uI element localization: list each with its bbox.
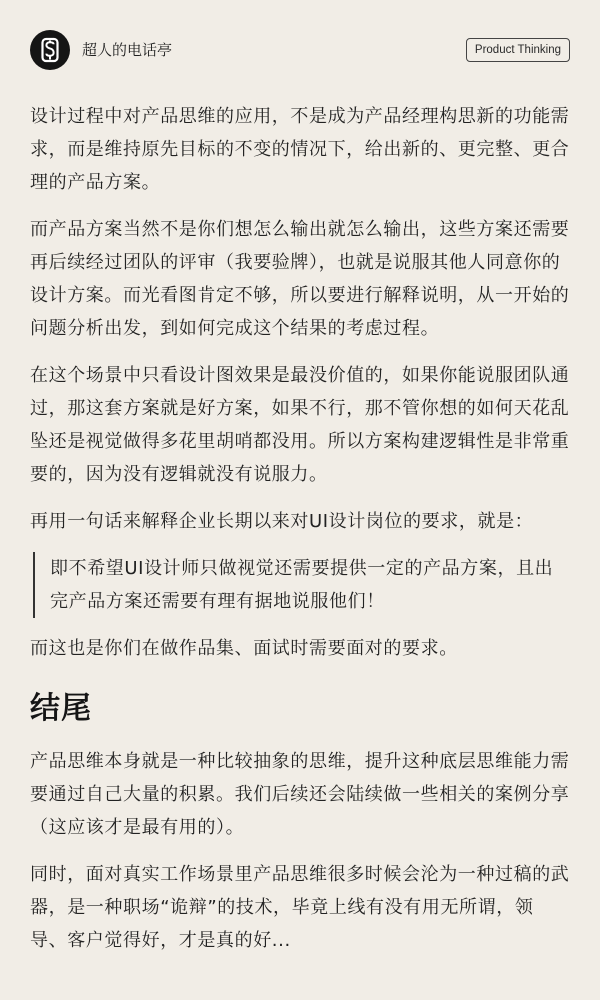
paragraph-1: 设计过程中对产品思维的应用，不是成为产品经理构思新的功能需求，而是维持原先目标的不变的情况下，给出新的、更完整、更合理的产品方案。 (30, 106, 570, 193)
article-body (30, 100, 570, 971)
paragraph-7: 同时，面对真实工作场景里产品思维很多时候会沦为一种过稿的武器，是一种职场“诡辩”的技术，毕竟上线有没有用无所谓，领导、客户觉得好，才是真的好... (30, 864, 570, 951)
brand-name[interactable]: 超人的电话亭 (82, 41, 173, 59)
header (30, 30, 570, 70)
blockquote: 即不希望UI设计师只做视觉还需要提供一定的产品方案，且出完产品方案还需要有理有据地说服他们！ (33, 552, 570, 618)
s-monogram-icon (30, 30, 70, 70)
section-heading: 结尾 (30, 691, 92, 726)
paragraph-4: 再用一句话来解释企业长期以来对UI设计岗位的要求，就是： (30, 511, 534, 532)
paragraph-6: 产品思维本身就是一种比较抽象的思维，提升这种底层思维能力需要通过自己大量的积累。我们后续还会陆续做一些相关的案例分享（这应该才是最有用的）。 (30, 751, 570, 838)
paragraph-3: 在这个场景中只看设计图效果是最没价值的，如果你能说服团队通过，那这套方案就是好方案，如果不行，那不管你想的如何天花乱坠还是视觉做得多花里胡哨都没用。所以方案构建逻辑性是非常重要的，因为没有逻辑就没有说服力。 (30, 365, 570, 485)
category-tag[interactable]: Product Thinking (466, 38, 570, 62)
paragraph-5: 而这也是你们在做作品集、面试时需要面对的要求。 (30, 638, 458, 659)
paragraph-2: 而产品方案当然不是你们想怎么输出就怎么输出，这些方案还需要再后续经过团队的评审（我要验牌），也就是说服其他人同意你的设计方案。而光看图肯定不够，所以要进行解释说明，从一开始的问题分析出发，到如何完成这个结果的考虑过程。 (30, 219, 570, 339)
